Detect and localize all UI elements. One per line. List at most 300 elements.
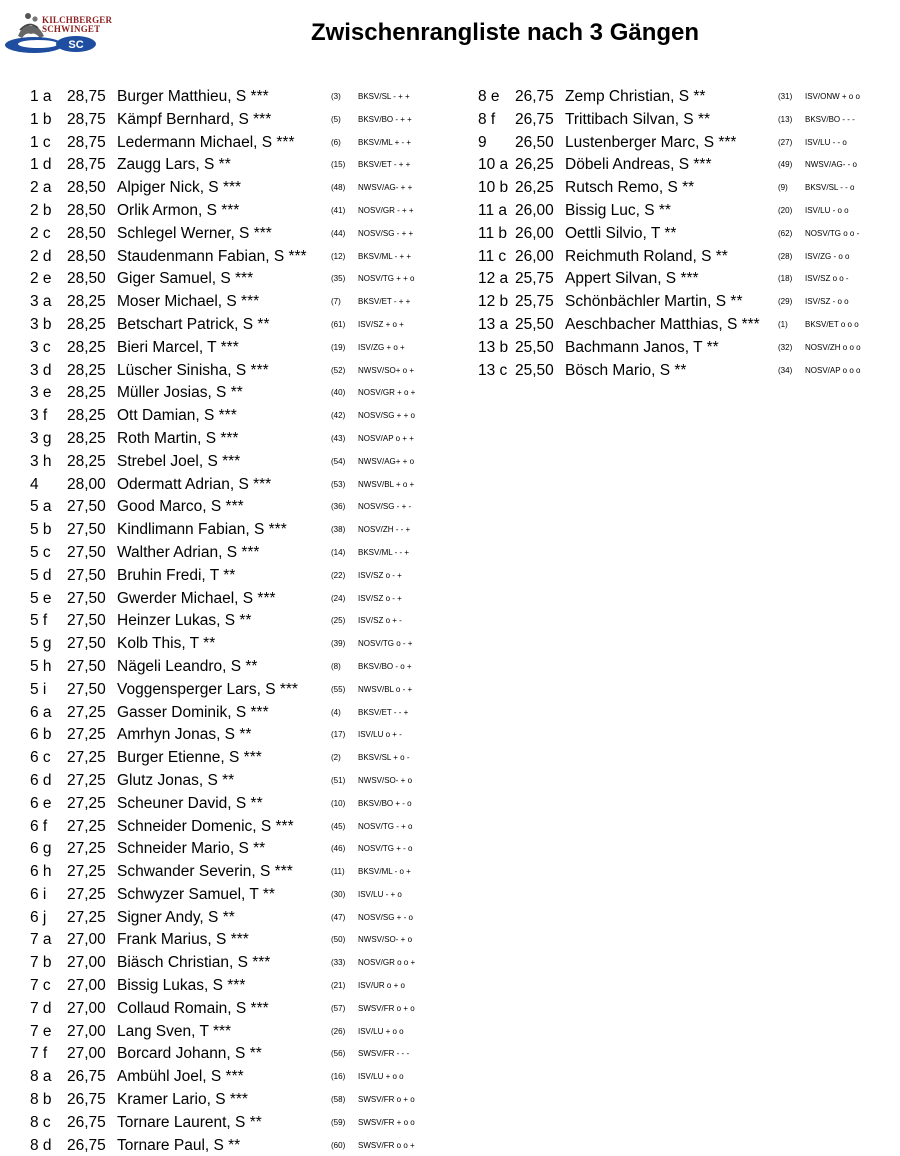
- rank-label: 8 e: [478, 88, 500, 105]
- club-results: ISV/LU o + -: [358, 730, 402, 740]
- rank-label: 2 e: [30, 270, 52, 288]
- athlete-name: Orlik Armon, S ***: [117, 201, 240, 219]
- athlete-name: Bissig Lukas, S ***: [117, 977, 246, 995]
- logo-text-line1: KILCHBERGER: [42, 15, 113, 25]
- athlete-name: Nägeli Leandro, S **: [117, 657, 258, 675]
- points-value: 27,25: [67, 749, 106, 767]
- club-results: ISV/SZ o - +: [358, 570, 402, 580]
- athlete-name: Trittibach Silvan, S **: [565, 110, 711, 128]
- rank-label: 2 d: [30, 247, 52, 265]
- start-number: (22): [331, 570, 346, 580]
- start-number: (15): [331, 160, 346, 170]
- rank-label: 2 c: [30, 224, 51, 242]
- club-results: BKSV/ML - - +: [358, 547, 410, 557]
- start-number: (42): [331, 411, 346, 421]
- club-results: ISV/UR o + o: [358, 981, 405, 991]
- athlete-name: Zemp Christian, S **: [565, 88, 706, 105]
- athlete-name: Lüscher Sinisha, S ***: [117, 361, 269, 379]
- club-results: BKSV/BO + - o: [358, 798, 412, 808]
- points-value: 27,50: [67, 635, 106, 653]
- start-number: (9): [778, 183, 788, 193]
- points-value: 27,00: [67, 1045, 106, 1063]
- start-number: (35): [331, 274, 346, 284]
- points-value: 27,00: [67, 977, 106, 995]
- rank-label: 6 j: [30, 908, 47, 926]
- points-value: 25,75: [515, 293, 554, 311]
- rank-label: 3 h: [30, 452, 52, 470]
- rank-label: 7 e: [30, 1022, 52, 1040]
- rank-label: 8 c: [30, 1113, 51, 1131]
- club-results: NWSV/SO+ o +: [358, 365, 415, 375]
- rank-label: 5 d: [30, 566, 52, 584]
- points-value: 27,50: [67, 566, 106, 584]
- start-number: (43): [331, 433, 346, 443]
- club-results: ISV/ONW + o o: [805, 92, 860, 101]
- points-value: 27,00: [67, 954, 106, 972]
- start-number: (32): [778, 342, 793, 352]
- start-number: (3): [331, 92, 341, 101]
- points-value: 27,50: [67, 657, 106, 675]
- athlete-name: Ledermann Michael, S ***: [117, 133, 295, 151]
- athlete-name: Roth Martin, S ***: [117, 429, 239, 447]
- club-results: NWSV/BL + o +: [358, 479, 415, 489]
- athlete-name: Biäsch Christian, S ***: [117, 954, 271, 972]
- club-results: ISV/SZ o - +: [358, 593, 402, 603]
- points-value: 27,50: [67, 612, 106, 630]
- athlete-name: Schneider Mario, S **: [117, 840, 266, 858]
- athlete-name: Voggensperger Lars, S ***: [117, 680, 298, 698]
- rank-label: 13 b: [478, 338, 509, 356]
- start-number: (30): [331, 889, 346, 899]
- rank-label: 3 g: [30, 429, 52, 447]
- athlete-name: Bruhin Fredi, T **: [117, 566, 236, 584]
- rank-label: 11 a: [478, 201, 508, 219]
- start-number: (12): [331, 251, 346, 261]
- athlete-name: Signer Andy, S **: [117, 908, 235, 926]
- club-results: BKSV/ET - - +: [358, 707, 409, 717]
- club-results: NOSV/GR - + +: [358, 205, 414, 215]
- club-results: NWSV/AG+ + o: [358, 456, 415, 466]
- start-number: (49): [778, 160, 793, 170]
- club-results: ISV/LU + o o: [358, 1072, 404, 1082]
- rank-label: 1 b: [30, 110, 52, 128]
- rank-label: 7 f: [30, 1045, 48, 1063]
- rank-label: 5 a: [30, 498, 52, 516]
- points-value: 26,25: [515, 179, 554, 197]
- athlete-name: Odermatt Adrian, S ***: [117, 475, 272, 493]
- points-value: 26,75: [67, 1091, 106, 1109]
- rank-label: 3 c: [30, 338, 51, 356]
- athlete-name: Burger Matthieu, S ***: [117, 88, 269, 105]
- rank-label: 9: [478, 133, 487, 151]
- club-results: BKSV/ML - + +: [358, 251, 412, 261]
- logo-badge-text: SC: [68, 39, 84, 51]
- points-value: 26,75: [67, 1113, 106, 1131]
- rank-label: 2 a: [30, 179, 52, 197]
- club-results: BKSV/SL + o -: [358, 753, 410, 763]
- points-value: 27,25: [67, 771, 106, 789]
- start-number: (56): [331, 1049, 346, 1059]
- rank-label: 3 e: [30, 384, 52, 402]
- club-results: ISV/LU - o o: [805, 205, 849, 215]
- club-results: ISV/ZG - o o: [805, 251, 850, 261]
- athlete-name: Gwerder Michael, S ***: [117, 589, 276, 607]
- rank-label: 6 e: [30, 794, 52, 812]
- athlete-name: Alpiger Nick, S ***: [117, 179, 242, 197]
- athlete-name: Bissig Luc, S **: [565, 201, 671, 219]
- points-value: 27,25: [67, 817, 106, 835]
- points-value: 26,75: [515, 110, 554, 128]
- start-number: (34): [778, 365, 793, 375]
- points-value: 27,25: [67, 703, 106, 721]
- start-number: (44): [331, 228, 346, 238]
- athlete-name: Burger Etienne, S ***: [117, 749, 262, 767]
- club-results: ISV/LU + o o: [358, 1026, 404, 1036]
- start-number: (55): [331, 684, 346, 694]
- rank-label: 3 b: [30, 315, 52, 333]
- athlete-name: Lang Sven, T ***: [117, 1022, 232, 1040]
- athlete-name: Collaud Romain, S ***: [117, 999, 269, 1017]
- rank-label: 6 d: [30, 771, 52, 789]
- start-number: (54): [331, 456, 346, 466]
- club-results: BKSV/SL - - o: [805, 183, 855, 193]
- points-value: 26,25: [515, 156, 554, 174]
- club-results: BKSV/BO - + +: [358, 114, 412, 124]
- club-results: ISV/LU - - o: [805, 137, 847, 147]
- athlete-name: Schlegel Werner, S ***: [117, 224, 272, 242]
- athlete-name: Döbeli Andreas, S ***: [565, 156, 712, 174]
- club-results: ISV/LU - + o: [358, 889, 402, 899]
- start-number: (13): [778, 114, 793, 124]
- club-results: NOSV/SG - + +: [358, 228, 414, 238]
- rank-label: 11 c: [478, 247, 507, 265]
- rank-label: 6 a: [30, 703, 52, 721]
- rank-label: 3 f: [30, 407, 48, 425]
- club-results: NOSV/TG + + o: [358, 274, 415, 284]
- points-value: 25,50: [515, 315, 554, 333]
- club-results: SWSV/FR o o +: [358, 1140, 415, 1150]
- athlete-name: Lustenberger Marc, S ***: [565, 133, 737, 151]
- rank-label: 12 b: [478, 293, 509, 311]
- points-value: 28,25: [67, 429, 106, 447]
- start-number: (25): [331, 616, 346, 626]
- points-value: 28,50: [67, 224, 106, 242]
- club-results: SWSV/FR o + o: [358, 1095, 415, 1105]
- athlete-name: Kramer Lario, S ***: [117, 1091, 248, 1109]
- rank-label: 13 a: [478, 315, 509, 333]
- points-value: 26,75: [515, 88, 554, 105]
- points-value: 25,50: [515, 338, 554, 356]
- start-number: (19): [331, 342, 346, 352]
- athlete-name: Ott Damian, S ***: [117, 407, 237, 425]
- points-value: 28,50: [67, 201, 106, 219]
- athlete-name: Zaugg Lars, S **: [117, 156, 231, 174]
- start-number: (18): [778, 274, 793, 284]
- rank-label: 6 c: [30, 749, 51, 767]
- rank-label: 13 c: [478, 361, 508, 379]
- start-number: (36): [331, 502, 346, 512]
- points-value: 28,75: [67, 133, 106, 151]
- athlete-name: Aeschbacher Matthias, S ***: [565, 315, 760, 333]
- start-number: (10): [331, 798, 346, 808]
- athlete-name: Schwyzer Samuel, T **: [117, 885, 275, 903]
- rank-label: 6 b: [30, 726, 52, 744]
- athlete-name: Giger Samuel, S ***: [117, 270, 254, 288]
- rank-label: 6 f: [30, 817, 48, 835]
- athlete-name: Schwander Severin, S ***: [117, 863, 293, 881]
- points-value: 27,00: [67, 999, 106, 1017]
- rank-label: 7 d: [30, 999, 52, 1017]
- athlete-name: Walther Adrian, S ***: [117, 543, 260, 561]
- athlete-name: Amrhyn Jonas, S **: [117, 726, 252, 744]
- athlete-name: Scheuner David, S **: [117, 794, 263, 812]
- club-results: NOSV/TG - + o: [358, 821, 413, 831]
- club-results: NOSV/GR + o +: [358, 388, 416, 398]
- points-value: 27,25: [67, 863, 106, 881]
- rank-label: 12 a: [478, 270, 509, 288]
- club-results: NOSV/SG + - o: [358, 912, 413, 922]
- start-number: (47): [331, 912, 346, 922]
- start-number: (26): [331, 1026, 346, 1036]
- points-value: 28,50: [67, 179, 106, 197]
- rank-label: 5 f: [30, 612, 48, 630]
- athlete-name: Staudenmann Fabian, S ***: [117, 247, 307, 265]
- points-value: 27,25: [67, 794, 106, 812]
- athlete-name: Borcard Johann, S **: [117, 1045, 262, 1063]
- rank-label: 5 i: [30, 680, 47, 698]
- points-value: 28,25: [67, 315, 106, 333]
- athlete-name: Bösch Mario, S **: [565, 361, 687, 379]
- start-number: (28): [778, 251, 793, 261]
- start-number: (58): [331, 1095, 346, 1105]
- club-results: NOSV/GR o o +: [358, 958, 416, 968]
- rank-label: 5 h: [30, 657, 52, 675]
- start-number: (46): [331, 844, 346, 854]
- athlete-name: Reichmuth Roland, S **: [565, 247, 728, 265]
- club-results: ISV/ZG + o +: [358, 342, 405, 352]
- start-number: (60): [331, 1140, 346, 1150]
- start-number: (14): [331, 547, 346, 557]
- rank-label: 4: [30, 475, 39, 493]
- points-value: 28,50: [67, 247, 106, 265]
- club-results: ISV/SZ - o o: [805, 297, 849, 307]
- athlete-name: Kolb This, T **: [117, 635, 216, 653]
- rank-label: 5 b: [30, 521, 52, 539]
- rank-label: 1 d: [30, 156, 52, 174]
- start-number: (5): [331, 114, 341, 124]
- points-value: 26,75: [67, 1136, 106, 1154]
- athlete-name: Gasser Dominik, S ***: [117, 703, 269, 721]
- start-number: (57): [331, 1003, 346, 1013]
- athlete-name: Good Marco, S ***: [117, 498, 244, 516]
- rank-label: 3 a: [30, 293, 52, 311]
- points-value: 26,50: [515, 133, 554, 151]
- club-results: NWSV/AG- + +: [358, 183, 413, 193]
- points-value: 27,00: [67, 1022, 106, 1040]
- start-number: (2): [331, 753, 341, 763]
- points-value: 27,25: [67, 840, 106, 858]
- points-value: 27,50: [67, 521, 106, 539]
- rank-label: 7 b: [30, 954, 52, 972]
- start-number: (53): [331, 479, 346, 489]
- rank-label: 5 g: [30, 635, 52, 653]
- rank-label: 7 a: [30, 931, 52, 949]
- rank-label: 7 c: [30, 977, 51, 995]
- start-number: (39): [331, 639, 346, 649]
- points-value: 26,00: [515, 247, 554, 265]
- start-number: (27): [778, 137, 793, 147]
- points-value: 28,25: [67, 293, 106, 311]
- club-results: BKSV/ET - + +: [358, 297, 411, 307]
- points-value: 28,75: [67, 88, 106, 105]
- start-number: (45): [331, 821, 346, 831]
- rank-label: 3 d: [30, 361, 52, 379]
- start-number: (17): [331, 730, 346, 740]
- club-results: SWSV/FR - - -: [358, 1049, 410, 1059]
- club-results: NOSV/TG + - o: [358, 844, 413, 854]
- athlete-name: Bachmann Janos, T **: [565, 338, 719, 356]
- points-value: 28,75: [67, 156, 106, 174]
- start-number: (1): [778, 319, 788, 329]
- start-number: (50): [331, 935, 346, 945]
- athlete-name: Müller Josias, S **: [117, 384, 243, 402]
- athlete-name: Ambühl Joel, S ***: [117, 1068, 244, 1086]
- start-number: (40): [331, 388, 346, 398]
- athlete-name: Kämpf Bernhard, S ***: [117, 110, 272, 128]
- points-value: 28,25: [67, 361, 106, 379]
- club-results: ISV/SZ o + -: [358, 616, 402, 626]
- athlete-name: Bieri Marcel, T ***: [117, 338, 239, 356]
- club-results: BKSV/ET - + +: [358, 160, 411, 170]
- rank-label: 2 b: [30, 201, 52, 219]
- start-number: (16): [331, 1072, 346, 1082]
- start-number: (62): [778, 228, 793, 238]
- points-value: 27,50: [67, 543, 106, 561]
- club-results: NOSV/SG + + o: [358, 411, 415, 421]
- athlete-name: Oettli Silvio, T **: [565, 224, 677, 242]
- rank-label: 10 a: [478, 156, 509, 174]
- points-value: 28,25: [67, 384, 106, 402]
- club-results: SWSV/FR + o o: [358, 1117, 415, 1127]
- points-value: 27,50: [67, 498, 106, 516]
- rank-label: 8 b: [30, 1091, 52, 1109]
- rank-label: 6 i: [30, 885, 47, 903]
- rank-label: 8 d: [30, 1136, 52, 1154]
- club-results: ISV/SZ + o +: [358, 319, 404, 329]
- athlete-name: Schönbächler Martin, S **: [565, 293, 743, 311]
- club-results: BKSV/ML - o +: [358, 867, 411, 877]
- rank-label: 1 c: [30, 133, 51, 151]
- rank-label: 6 g: [30, 840, 52, 858]
- club-results: NOSV/AP o o o: [805, 365, 861, 375]
- athlete-name: Appert Silvan, S ***: [565, 270, 699, 288]
- logo-text-line2: SCHWINGET: [42, 24, 101, 34]
- club-results: NWSV/AG- - o: [805, 160, 858, 170]
- rank-label: 8 a: [30, 1068, 52, 1086]
- points-value: 28,25: [67, 407, 106, 425]
- start-number: (29): [778, 297, 793, 307]
- page-title: Zwischenrangliste nach 3 Gängen: [310, 19, 700, 46]
- start-number: (61): [331, 319, 346, 329]
- club-results: ISV/SZ o o -: [805, 274, 849, 284]
- athlete-name: Heinzer Lukas, S **: [117, 612, 252, 630]
- start-number: (48): [331, 183, 346, 193]
- points-value: 27,25: [67, 726, 106, 744]
- club-results: BKSV/BO - o +: [358, 661, 412, 671]
- start-number: (38): [331, 525, 346, 535]
- club-results: NOSV/SG - + -: [358, 502, 412, 512]
- points-value: 27,50: [67, 680, 106, 698]
- points-value: 26,00: [515, 224, 554, 242]
- rank-label: 5 e: [30, 589, 52, 607]
- rank-label: 11 b: [478, 224, 508, 242]
- athlete-name: Rutsch Remo, S **: [565, 179, 695, 197]
- athlete-name: Frank Marius, S ***: [117, 931, 249, 949]
- start-number: (20): [778, 205, 793, 215]
- club-results: SWSV/FR o + o: [358, 1003, 415, 1013]
- points-value: 25,75: [515, 270, 554, 288]
- points-value: 28,75: [67, 110, 106, 128]
- athlete-name: Glutz Jonas, S **: [117, 771, 235, 789]
- athlete-name: Moser Michael, S ***: [117, 293, 260, 311]
- start-number: (6): [331, 137, 341, 147]
- start-number: (21): [331, 981, 346, 991]
- points-value: 26,00: [515, 201, 554, 219]
- club-results: NWSV/BL o - +: [358, 684, 413, 694]
- rank-label: 8 f: [478, 110, 496, 128]
- points-value: 28,25: [67, 338, 106, 356]
- rank-label: 1 a: [30, 88, 52, 105]
- athlete-name: Strebel Joel, S ***: [117, 452, 241, 470]
- start-number: (4): [331, 707, 341, 717]
- start-number: (52): [331, 365, 346, 375]
- points-value: 28,00: [67, 475, 106, 493]
- club-results: NOSV/ZH o o o: [805, 342, 861, 352]
- points-value: 26,75: [67, 1068, 106, 1086]
- club-results: BKSV/SL - + +: [358, 92, 410, 101]
- athlete-name: Schneider Domenic, S ***: [117, 817, 294, 835]
- athlete-name: Tornare Paul, S **: [117, 1136, 241, 1154]
- club-results: NWSV/SO- + o: [358, 775, 413, 785]
- athlete-name: Betschart Patrick, S **: [117, 315, 270, 333]
- points-value: 27,25: [67, 885, 106, 903]
- athlete-name: Tornare Laurent, S **: [117, 1113, 262, 1131]
- club-results: BKSV/ML + - +: [358, 137, 412, 147]
- start-number: (7): [331, 297, 341, 307]
- points-value: 27,50: [67, 589, 106, 607]
- club-results: BKSV/ET o o o: [805, 319, 859, 329]
- rank-label: 10 b: [478, 179, 509, 197]
- start-number: (8): [331, 661, 341, 671]
- club-results: BKSV/BO - - -: [805, 114, 855, 124]
- rank-label: 6 h: [30, 863, 52, 881]
- start-number: (11): [331, 867, 345, 877]
- points-value: 28,50: [67, 270, 106, 288]
- start-number: (51): [331, 775, 346, 785]
- start-number: (41): [331, 205, 346, 215]
- start-number: (33): [331, 958, 346, 968]
- athlete-name: Kindlimann Fabian, S ***: [117, 521, 287, 539]
- points-value: 27,25: [67, 908, 106, 926]
- club-results: NOSV/AP o + +: [358, 433, 414, 443]
- rank-label: 5 c: [30, 543, 51, 561]
- start-number: (24): [331, 593, 346, 603]
- club-results: NOSV/TG o - +: [358, 639, 413, 649]
- points-value: 28,25: [67, 452, 106, 470]
- start-number: (59): [331, 1117, 346, 1127]
- club-results: NOSV/TG o o -: [805, 228, 860, 238]
- club-results: NWSV/SO- + o: [358, 935, 413, 945]
